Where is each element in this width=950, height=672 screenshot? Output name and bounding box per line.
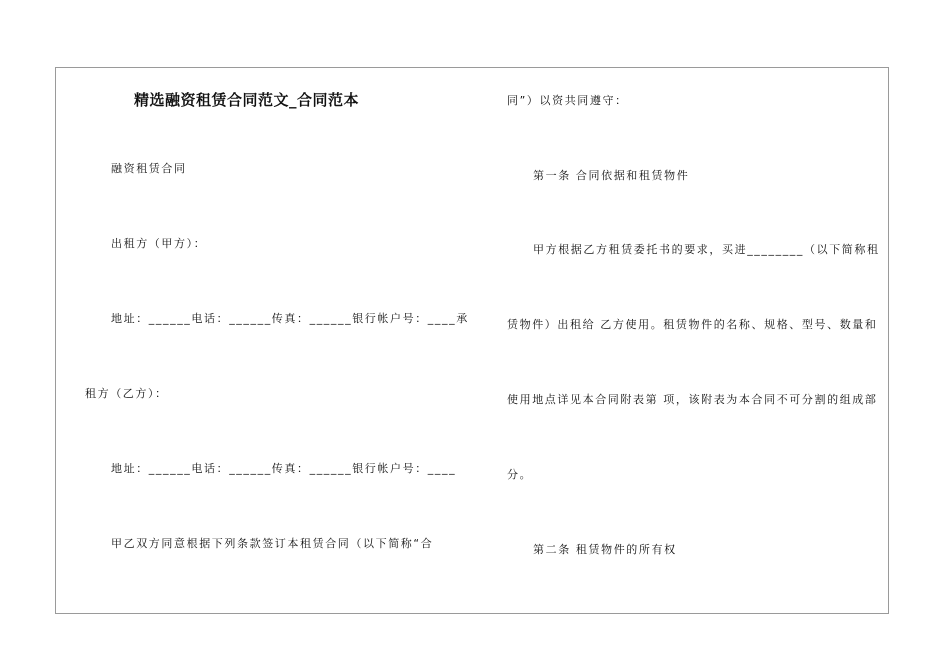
right-line-6: 分。 bbox=[507, 468, 533, 481]
page-border bbox=[55, 67, 889, 614]
left-line-6: 甲乙双方同意根据下列条款签订本租赁合同（以下简称“合 bbox=[111, 537, 434, 550]
right-line-3: 甲方根据乙方租赁委托书的要求，买进________（以下简称租 bbox=[533, 243, 880, 256]
right-line-1: 同”）以资共同遵守： bbox=[507, 94, 628, 107]
document-title: 精选融资租赁合同范文_合同范本 bbox=[134, 91, 360, 109]
right-line-7: 第二条 租赁物件的所有权 bbox=[533, 543, 677, 556]
left-line-1: 融资租赁合同 bbox=[111, 162, 187, 175]
right-line-4: 赁物件）出租给 乙方使用。租赁物件的名称、规格、型号、数量和 bbox=[507, 318, 878, 331]
left-line-3: 地址：______电话：______传真：______银行帐户号：____承 bbox=[111, 312, 469, 325]
right-line-5: 使用地点详见本合同附表第 项，该附表为本合同不可分割的组成部 bbox=[507, 393, 878, 406]
left-line-2: 出租方（甲方）： bbox=[111, 237, 207, 250]
right-line-2: 第一条 合同依据和租赁物件 bbox=[533, 169, 690, 182]
left-line-4: 租方（乙方）： bbox=[85, 387, 168, 400]
left-line-5: 地址：______电话：______传真：______银行帐户号：____ bbox=[111, 462, 457, 475]
